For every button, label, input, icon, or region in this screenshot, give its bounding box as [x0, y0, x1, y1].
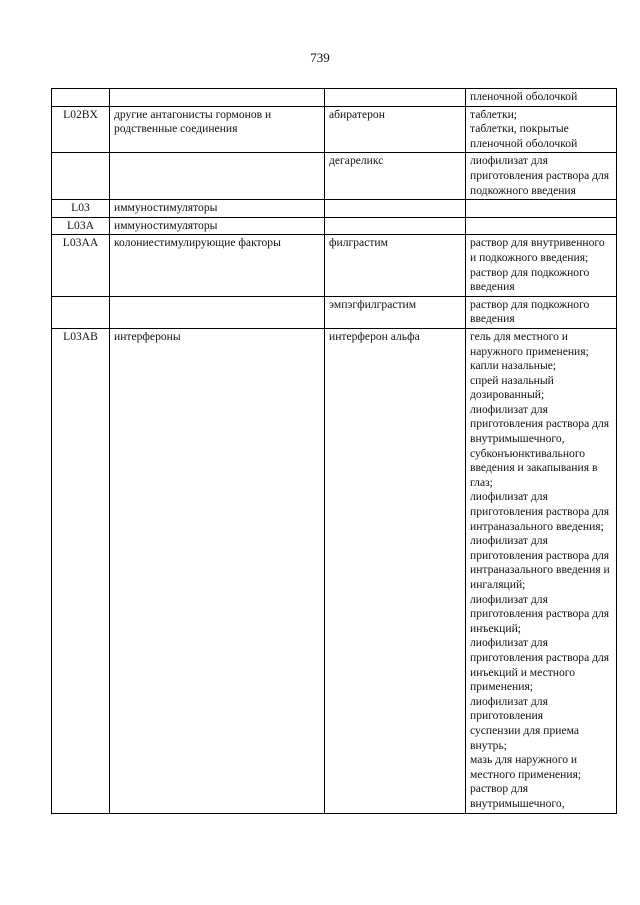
dosage-form-text: раствор для подкожного введения — [470, 297, 590, 326]
dosage-form-cell — [466, 217, 617, 235]
table-row — [52, 89, 617, 107]
dosage-form-text: раствор для внутривенного и подкожного введения; раствор для подкожного введения — [470, 236, 605, 294]
atc-code-cell: L03AA — [52, 235, 110, 296]
atc-code-cell — [52, 296, 110, 328]
drug-table — [51, 88, 617, 814]
table-row — [52, 296, 617, 328]
table-row — [52, 328, 617, 813]
table-row — [52, 153, 617, 200]
group-cell — [110, 89, 325, 107]
group-cell — [110, 296, 325, 328]
dosage-form-cell — [466, 235, 617, 296]
substance-cell — [325, 89, 466, 107]
substance-cell — [325, 217, 466, 235]
dosage-form-cell — [466, 296, 617, 328]
substance-cell: филграстим — [325, 235, 466, 296]
atc-code-cell — [52, 153, 110, 200]
table-row — [52, 200, 617, 218]
dosage-form-cell — [466, 153, 617, 200]
dosage-form-cell — [466, 328, 617, 813]
substance-cell: абиратерон — [325, 106, 466, 153]
atc-code-cell: L03A — [52, 217, 110, 235]
group-cell: другие антагонисты гормонов и родственные соединения — [110, 106, 325, 153]
table-row — [52, 235, 617, 296]
dosage-form-cell — [466, 106, 617, 153]
dosage-form-text: гель для местного и наружного применения; капли назальные; спрей назальный дозированный; лиофилизат для приготовления раствора для внутримышечного, субконъюнктивального введения и закапывания в глаз; лиофилизат для приготовления раствора для интраназального введения; лиофилизат для приготовления раствора для интраназального введения и ингаляций; лиофилизат для приготовления раствора для инъекций; лиофилизат для приготовления раствора для инъекций и местного применения; лиофилизат для приготовления суспензии для приема внутрь; мазь для наружного и местного применения; раствор для внутримышечного, — [470, 329, 610, 810]
dosage-form-cell — [466, 200, 617, 218]
table-row — [52, 106, 617, 153]
atc-code-cell: L03AB — [52, 328, 110, 813]
group-cell — [110, 153, 325, 200]
substance-cell — [325, 200, 466, 218]
dosage-form-text: лиофилизат для приготовления раствора для подкожного введения — [470, 154, 610, 197]
substance-cell: интерферон альфа — [325, 328, 466, 813]
group-cell: интерфероны — [110, 328, 325, 813]
group-cell: колониестимулирующие факторы — [110, 235, 325, 296]
atc-code-cell: L03 — [52, 200, 110, 218]
atc-code-cell — [52, 89, 110, 107]
group-cell: иммуностимуляторы — [110, 200, 325, 218]
substance-cell: эмпэгфилграстим — [325, 296, 466, 328]
substance-cell: дегареликс — [325, 153, 466, 200]
dosage-form-text: таблетки; таблетки, покрытые пленочной оболочкой — [470, 107, 578, 150]
group-cell: иммуностимуляторы — [110, 217, 325, 235]
page-number: 739 — [310, 50, 330, 65]
table-row — [52, 217, 617, 235]
dosage-form-cell — [466, 89, 617, 107]
dosage-form-text: пленочной оболочкой — [470, 90, 578, 103]
atc-code-cell: L02BX — [52, 106, 110, 153]
